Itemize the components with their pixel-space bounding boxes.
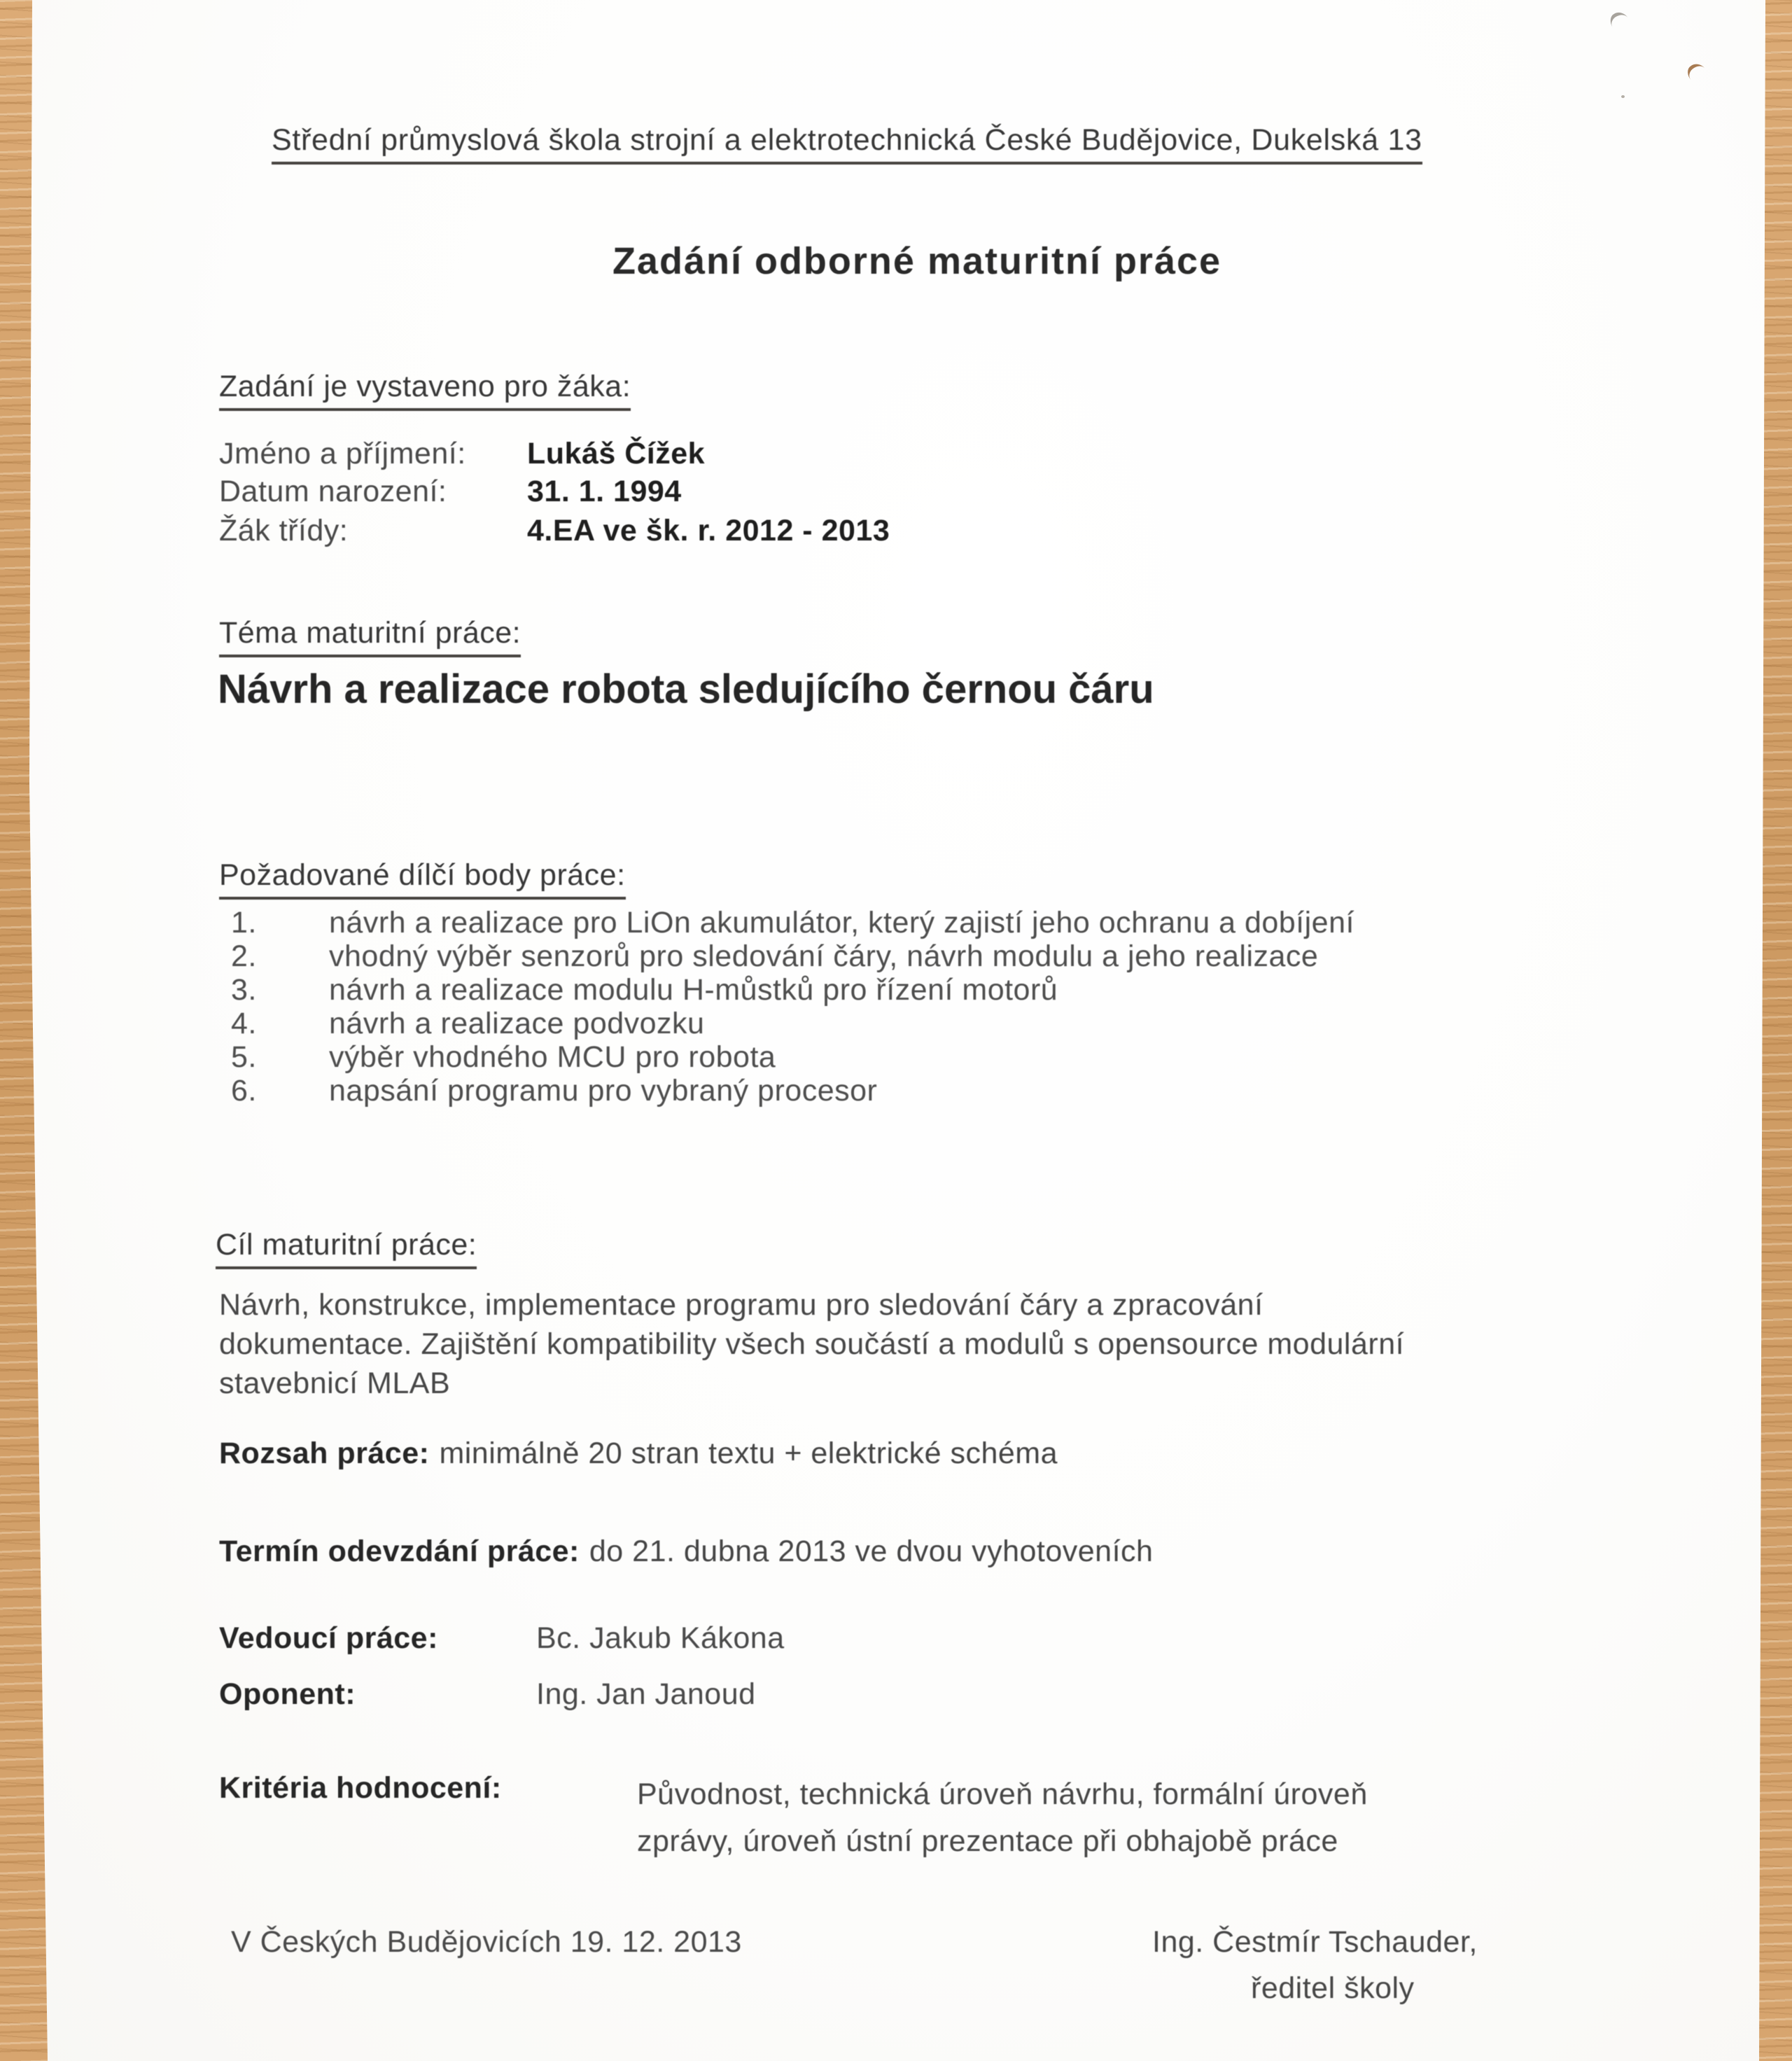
requirement-number: 4. xyxy=(231,1007,257,1040)
requirement-number: 5. xyxy=(231,1040,257,1074)
goal-section-heading: Cíl maturitní práce: xyxy=(216,1228,477,1269)
requirement-text: návrh a realizace podvozku xyxy=(329,1007,705,1040)
requirement-number: 6. xyxy=(231,1074,257,1108)
supervisor-row xyxy=(219,1621,785,1656)
requirement-number: 2. xyxy=(231,939,257,973)
requirement-item xyxy=(231,1040,776,1075)
criteria-line: Původnost, technická úroveň návrhu, formální úroveň xyxy=(637,1777,1368,1811)
thesis-topic-title: Návrh a realizace robota sledujícího černou čáru xyxy=(218,666,1154,712)
student-name-row xyxy=(219,437,706,471)
requirement-item xyxy=(231,939,1319,974)
requirements-section-heading: Požadované dílčí body práce: xyxy=(219,858,626,900)
requirement-text: návrh a realizace modulu H-můstků pro řízení motorů xyxy=(329,973,1058,1007)
document-title: Zadání odborné maturitní práce xyxy=(612,240,1222,282)
requirement-number: 1. xyxy=(231,906,257,939)
goal-paragraph xyxy=(219,1285,1404,1403)
requirement-item xyxy=(231,906,1354,940)
signatory-role: ředitel školy xyxy=(1251,1971,1415,2005)
class-row xyxy=(219,514,890,548)
goal-line: dokumentace. Zajištění kompatibility všech součástí a modulů s opensource modulární xyxy=(219,1327,1405,1361)
deadline-label: Termín odevzdání práce: xyxy=(219,1535,580,1568)
criteria-row xyxy=(219,1771,1368,1858)
topic-section-heading: Téma maturitní práce: xyxy=(219,616,521,657)
criteria-label: Kritéria hodnocení: xyxy=(219,1771,502,1805)
class-value: 4.EA ve šk. r. 2012 - 2013 xyxy=(527,514,890,547)
scope-text: minimálně 20 stran textu + elektrické schéma xyxy=(439,1437,1058,1470)
student-name-label: Jméno a příjmení: xyxy=(219,437,466,470)
criteria-value xyxy=(637,1771,1368,1865)
requirement-text: návrh a realizace pro LiOn akumulátor, který zajistí jeho ochranu a dobíjení xyxy=(329,906,1354,939)
scope-line xyxy=(219,1437,1058,1471)
goal-line: Návrh, konstrukce, implementace programu pro sledování čáry a zpracování xyxy=(219,1288,1264,1322)
deadline-line xyxy=(219,1535,1153,1569)
scope-label: Rozsah práce: xyxy=(219,1437,430,1470)
scan-speck xyxy=(1621,95,1625,98)
birth-date-row xyxy=(219,475,682,509)
deadline-text: do 21. dubna 2013 ve dvou vyhotoveních xyxy=(589,1535,1154,1568)
student-name-value: Lukáš Čížek xyxy=(527,437,706,470)
requirement-text: napsání programu pro vybraný procesor xyxy=(329,1074,878,1108)
opponent-label: Oponent: xyxy=(219,1677,356,1711)
requirement-number: 3. xyxy=(231,973,257,1007)
requirement-text: výběr vhodného MCU pro robota xyxy=(329,1040,776,1074)
signatory-name: Ing. Čestmír Tschauder, xyxy=(1152,1925,1478,1959)
birth-date-value: 31. 1. 1994 xyxy=(527,475,682,508)
requirement-text: vhodný výběr senzorů pro sledování čáry, návrh modulu a jeho realizace xyxy=(329,939,1319,973)
supervisor-label: Vedoucí práce: xyxy=(219,1621,438,1655)
opponent-row xyxy=(219,1677,756,1712)
student-section-heading: Zadání je vystaveno pro žáka: xyxy=(219,370,631,411)
supervisor-value: Bc. Jakub Kákona xyxy=(536,1621,785,1655)
goal-line: stavebnicí MLAB xyxy=(219,1367,451,1400)
requirement-item xyxy=(231,1007,705,1041)
opponent-value: Ing. Jan Janoud xyxy=(536,1677,756,1711)
requirement-item xyxy=(231,973,1058,1007)
requirement-item xyxy=(231,1074,878,1108)
footer-place-date: V Českých Budějovicích 19. 12. 2013 xyxy=(231,1925,742,1959)
birth-date-label: Datum narození: xyxy=(219,475,447,508)
school-header: Střední průmyslová škola strojní a elektrotechnická České Budějovice, Dukelská 13 xyxy=(272,123,1422,165)
class-label: Žák třídy: xyxy=(219,514,349,547)
criteria-line: zprávy, úroveň ústní prezentace při obhajobě práce xyxy=(637,1824,1338,1858)
